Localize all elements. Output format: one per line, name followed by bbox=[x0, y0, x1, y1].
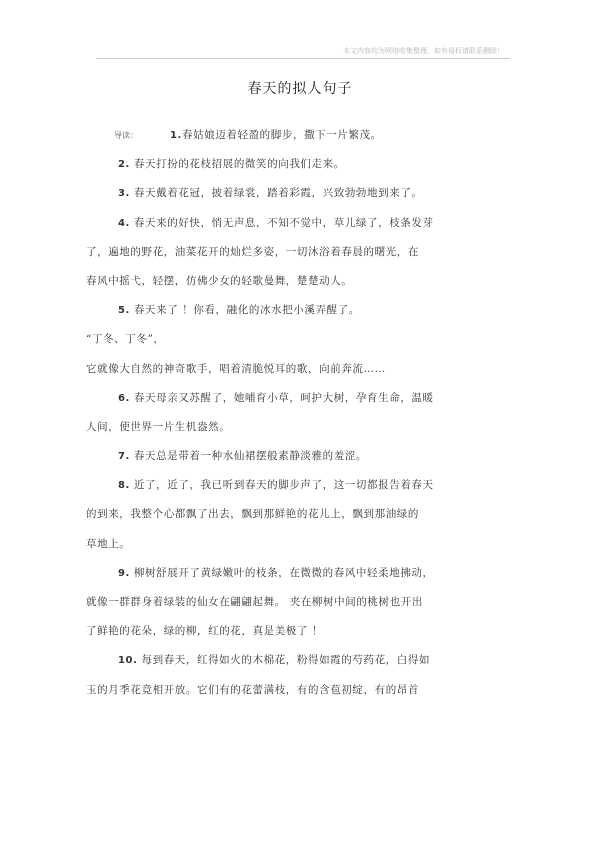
item-number: 9. bbox=[118, 567, 130, 579]
paragraph-5-cont: 它就像大自然的神奇歌手，唱着清脆悦耳的歌，向前奔流…… bbox=[86, 362, 386, 375]
paragraph-text: 春天戴着花冠，披着绿裳，踏着彩霞，兴致勃勃地到来了。 bbox=[133, 187, 423, 200]
item-number: 5. bbox=[118, 305, 130, 317]
paragraph-5-cont: “丁冬、丁冬”， bbox=[86, 333, 165, 346]
paragraph-text: 春天打扮的花枝招展的微笑的向我们走来。 bbox=[133, 158, 345, 171]
paragraph-4-cont: 春风中摇弋，轻摆，仿佛少女的轻歌曼舞，楚楚动人。 bbox=[86, 274, 353, 287]
paragraph-text: 每到春天，红得如火的木棉花，粉得如霞的芍药花，白得如 bbox=[141, 654, 431, 667]
paragraph-5 bbox=[86, 296, 506, 325]
paragraph-1 bbox=[86, 121, 506, 150]
page-title: 春天的拟人句子 bbox=[247, 81, 353, 97]
item-number: 1. bbox=[170, 130, 182, 141]
paragraph-9-cont: 就像一群群身着绿装的仙女在翩翩起舞。 夹在柳树中间的桃树也开出 bbox=[86, 596, 423, 608]
paragraph-text: 柳树舒展开了黄绿嫩叶的枝条，在微微的春风中轻柔地拂动， bbox=[133, 566, 434, 579]
paragraph-6 bbox=[86, 384, 506, 413]
item-number: 3. bbox=[118, 188, 130, 200]
paragraph-text: 春天总是带着一种水仙裙摆般素静淡雅的羞涩。 bbox=[133, 450, 368, 463]
paragraph-4-cont: 了，遍地的野花，油菜花开的灿烂多姿，一切沐浴着春晨的曙光，在 bbox=[86, 245, 419, 258]
item-number: 7. bbox=[118, 451, 130, 463]
paragraph-8-cont: 草地上。 bbox=[86, 537, 131, 550]
document-body bbox=[86, 121, 506, 705]
paragraph-8-cont: 的到来，我整个心都飘了出去，飘到那鲜艳的花儿上，飘到那油绿的 bbox=[86, 508, 419, 521]
paragraph-3 bbox=[86, 179, 506, 208]
paragraph-text: 近了，近了，我已听到春天的脚步声了，这一切都报告着春天 bbox=[133, 479, 434, 492]
paragraph-text: 春天来的好快，悄无声息，不知不觉中，草儿绿了，枝条发芽 bbox=[133, 216, 434, 229]
item-number: 4. bbox=[118, 217, 130, 229]
paragraph-text: 春天来了 ！你看，融化的冰水把小溪弄醒了。 bbox=[133, 304, 360, 317]
paragraph-9 bbox=[86, 559, 506, 588]
item-number: 10. bbox=[118, 655, 138, 667]
paragraph-8 bbox=[86, 471, 506, 500]
paragraph-text: 春姑娘迈着轻盈的脚步，撒下一片繁茂。 bbox=[181, 129, 382, 141]
guide-label: 导读： bbox=[114, 131, 138, 140]
paragraph-text: 春天母亲又苏醒了，她哺育小草，呵护大树，孕育生命，温暖 bbox=[133, 391, 434, 404]
header-note: 本文内容均为网络收集整理，如有侵权请联系删除！ bbox=[343, 47, 504, 55]
paragraph-6-cont: 人间，使世界一片生机盎然。 bbox=[86, 420, 231, 433]
paragraph-7 bbox=[86, 442, 506, 471]
paragraph-2 bbox=[86, 150, 506, 179]
paragraph-4 bbox=[86, 209, 506, 238]
paragraph-10 bbox=[86, 646, 506, 675]
item-number: 6. bbox=[118, 392, 130, 404]
header-rule bbox=[96, 58, 510, 59]
item-number: 2. bbox=[118, 159, 130, 171]
item-number: 8. bbox=[118, 480, 130, 492]
paragraph-10-cont: 玉的月季花竞相开放。它们有的花蕾满枝，有的含苞初绽，有的昂首 bbox=[86, 683, 419, 696]
paragraph-9-cont: 了鲜艳的花朵，绿的柳，红的花，真是美极了 ！ bbox=[86, 625, 324, 638]
